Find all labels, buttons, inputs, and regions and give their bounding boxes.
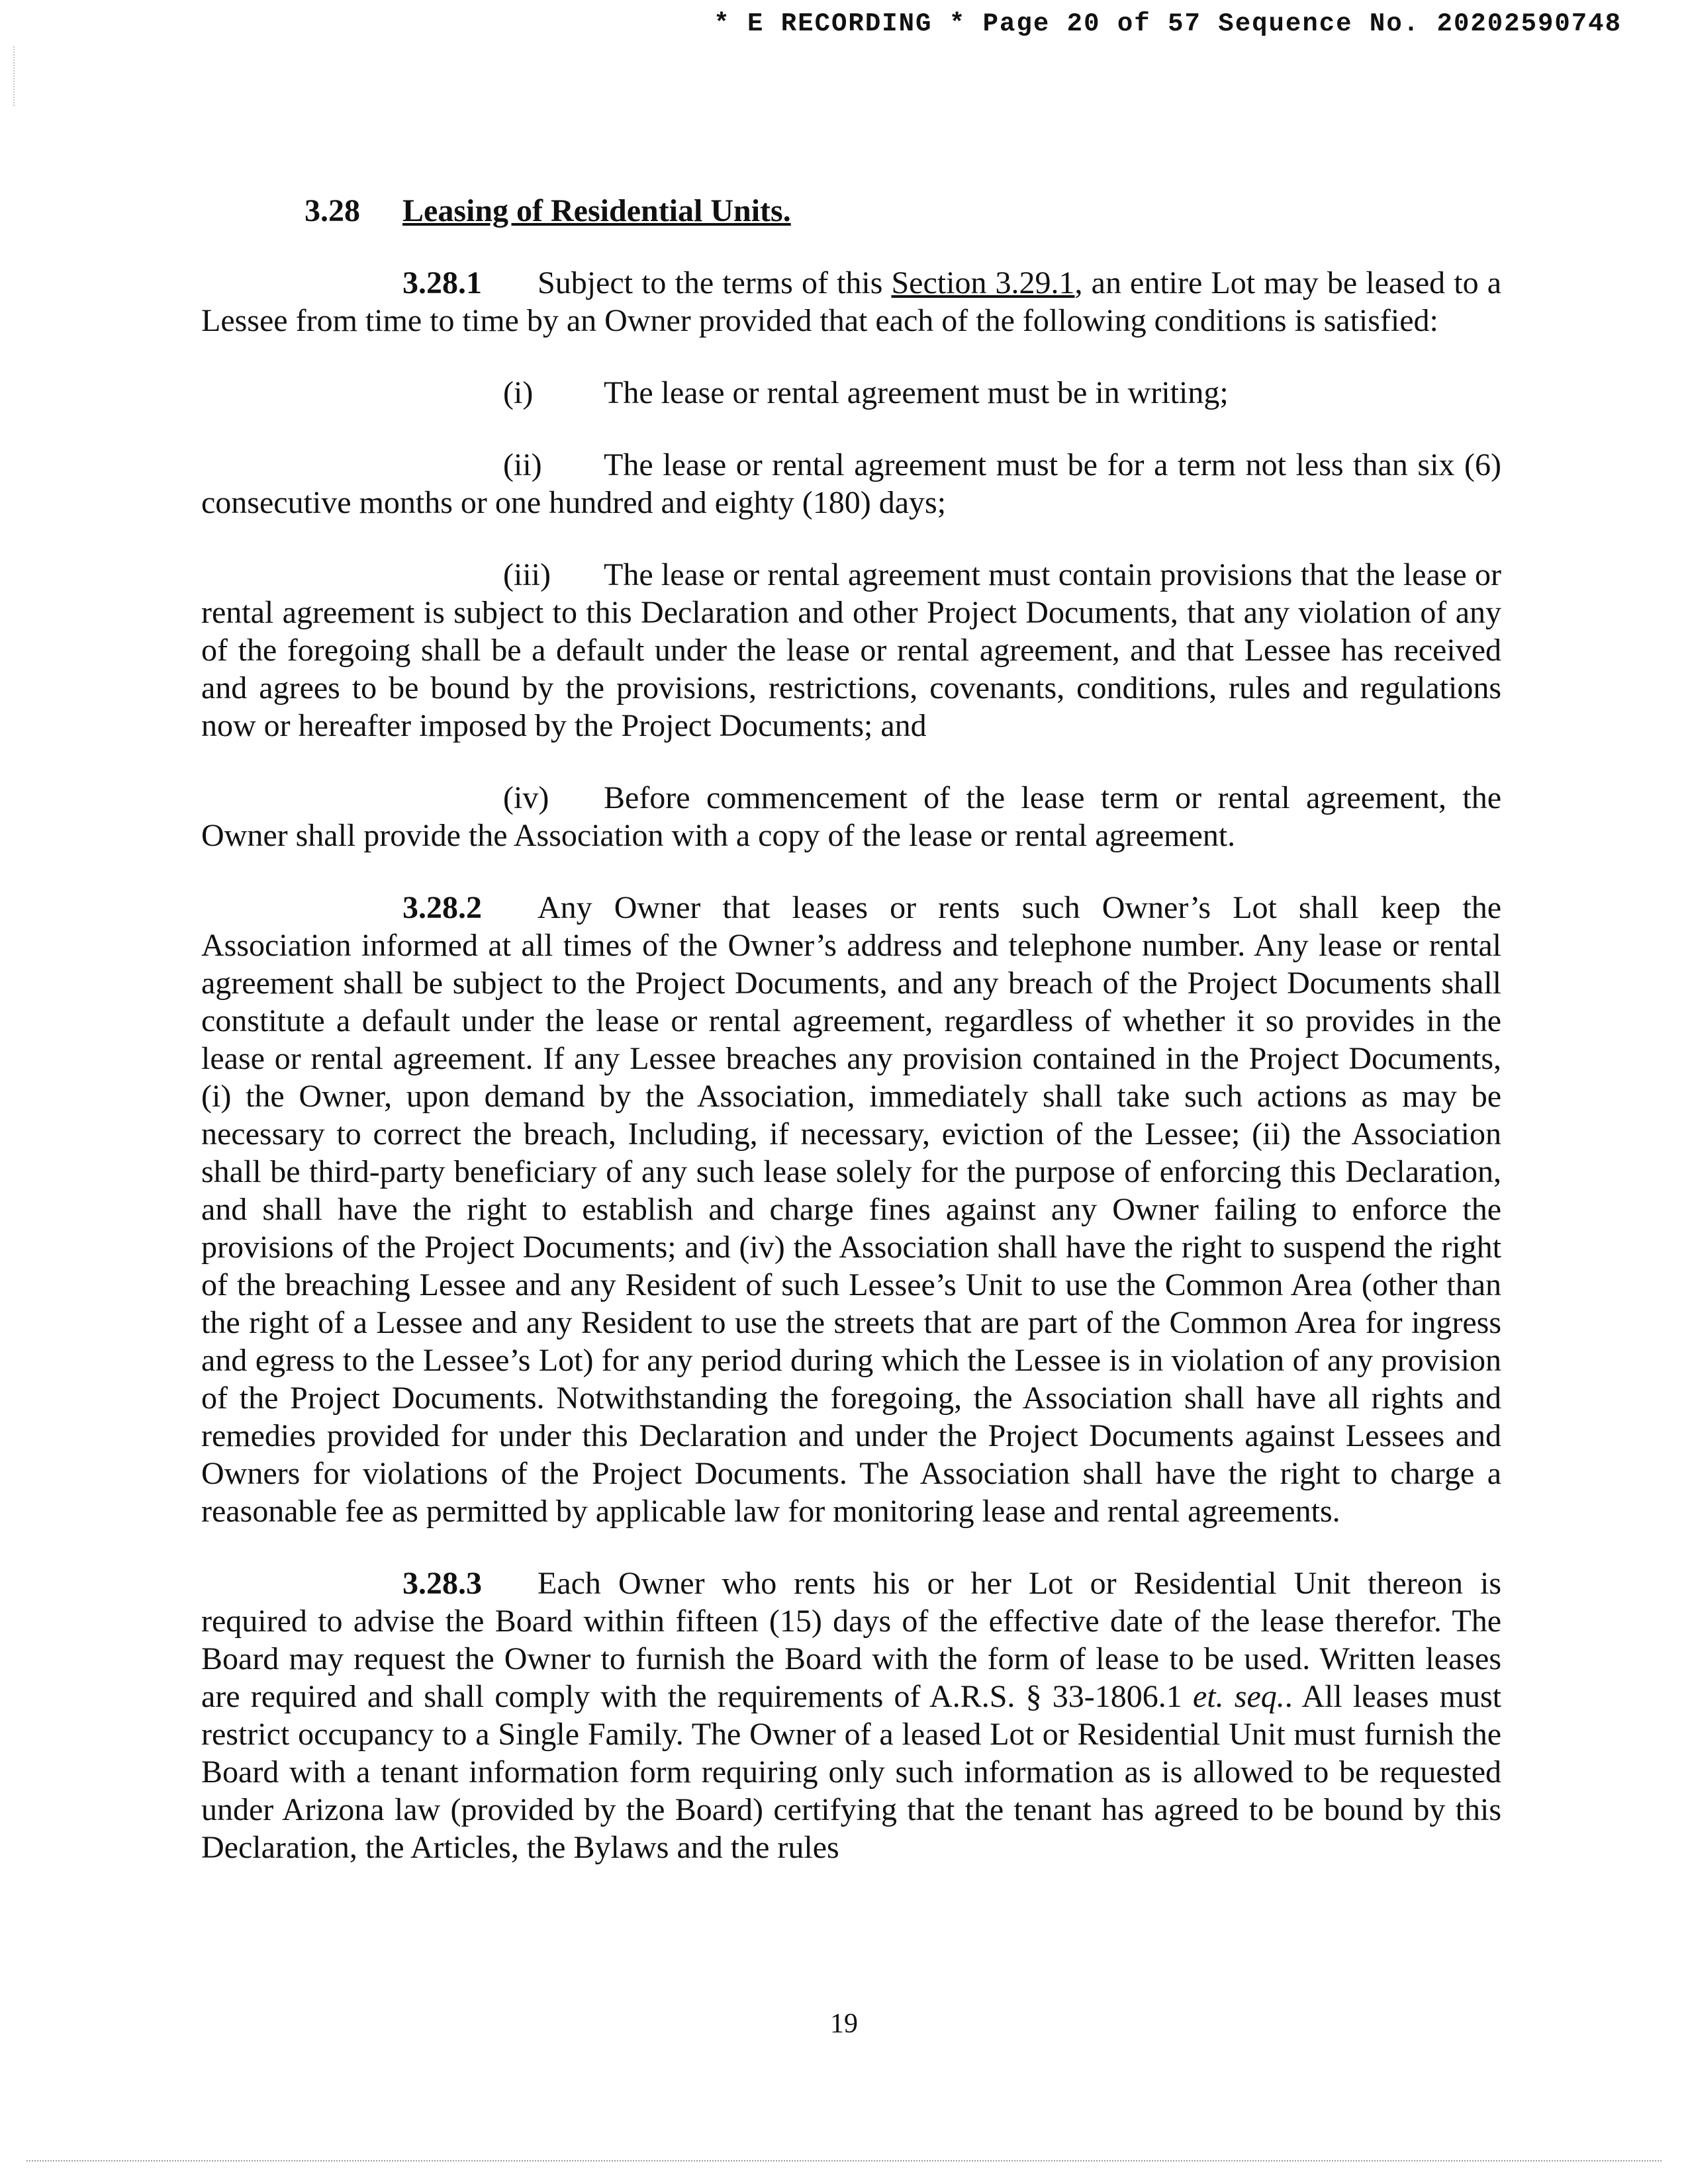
document-body [201,192,1501,1901]
subsection-text: Any Owner that leases or rents such Owner’s Lot shall keep the Association informed at all times of the Owner’s address and telephone number. Any lease or rental agreement shall be subject to the Project Documents, and any breach of the Project Documents shall constitute a default under the lease or rental agreement, regardless of whether it so provides in the lease or rental agreement. If any Lessee breaches any provision contained in the Project Documents, (i) the Owner, upon demand by the Association, immediately shall take such actions as may be necessary to correct the breach, Including, if necessary, eviction of the Lessee; (ii) the Association shall be third-party beneficiary of any such lease solely for the purpose of enforcing this Declaration, and shall have the right to establish and charge fines against any Owner failing to enforce the provisions of the Project Documents; and (iv) the Association shall have the right to suspend the right of the breaching Lessee and any Resident of such Lessee’s Unit to use the Common Area (other than the right of a Lessee and any Resident to use the streets that are part of the Common Area for ingress and egress to the Lessee’s Lot) for any period during which the Lessee is in violation of any provision of the Project Documents. Notwithstanding the foregoing, the Association shall have all rights and remedies provided for under this Declaration and under the Project Documents against Lessees and Owners for violations of the Project Documents. The Association shall have the right to charge a reasonable fee as permitted by applicable law for monitoring lease and rental agreements. [201,890,1501,1529]
recording-stamp: * E RECORDING * Page 20 of 57 Sequence No. 20202590748 [714,9,1622,38]
italic-citation: et. seq. [1192,1679,1285,1714]
condition-number: (i) [503,375,534,410]
subsection-3-28-2 [201,889,1501,1530]
condition-item-iii [201,556,1501,745]
condition-number: (iii) [503,557,551,592]
subsection-number: 3.28.1 [402,265,482,300]
section-heading [201,192,1501,230]
scan-artifact-line [26,2160,1662,2161]
subsection-3-28-3 [201,1565,1501,1866]
condition-text: The lease or rental agreement must be for a term not less than six (6) consecutive months or one hundred and eighty (180) days; [201,447,1501,520]
condition-item-iv [201,779,1501,854]
subsection-text-b: , an entire Lot may be leased to a Lessee from time to time by an Owner provided that each of the following conditions is satisfied: [201,265,1501,338]
subsection-3-28-1 [201,264,1501,340]
condition-text: The lease or rental agreement must be in writing; [604,375,1229,410]
subsection-text-b: . All leases must restrict occupancy to a Single Family. The Owner of a leased Lot or Residential Unit must furnish the Board with a tenant information form requiring only such information as is allowed to be requested under Arizona law (provided by the Board) certifying that the tenant has agreed to be bound by this Declaration, the Articles, the Bylaws and the rules [201,1679,1502,1865]
condition-number: (iv) [503,780,549,815]
section-reference: Section 3.29.1 [891,265,1075,300]
section-number: 3.28 [305,193,360,228]
subsection-number: 3.28.3 [402,1566,482,1601]
condition-number: (ii) [503,447,542,482]
subsection-text-a: Subject to the terms of this [538,265,892,300]
condition-text: Before commencement of the lease term or rental agreement, the Owner shall provide the Association with a copy of the lease or rental agreement. [201,780,1501,853]
condition-text: The lease or rental agreement must contain provisions that the lease or rental agreement is subject to this Declaration and other Project Documents, that any violation of any of the foregoing shall be a default under the lease or rental agreement, and that Lessee has received and agrees to be bound by the provisions, restrictions, covenants, conditions, rules and regulations now or hereafter imposed by the Project Documents; and [201,557,1501,743]
subsection-number: 3.28.2 [402,890,482,925]
condition-item-i [201,374,1501,412]
subsection-text-a: Each Owner who rents his or her Lot or Residential Unit thereon is required to advise the Board within fifteen (15) days of the effective date of the lease therefor. The Board may request the Owner to furnish the Board with the form of lease to be used. Written leases are required and shall comply with the requirements of A.R.S. § 33-1806.1 [201,1566,1501,1714]
section-title: Leasing of Residential Units. [402,193,791,228]
page-number: 19 [830,2009,858,2039]
condition-item-ii [201,446,1501,522]
scan-artifact-edge [13,46,15,106]
